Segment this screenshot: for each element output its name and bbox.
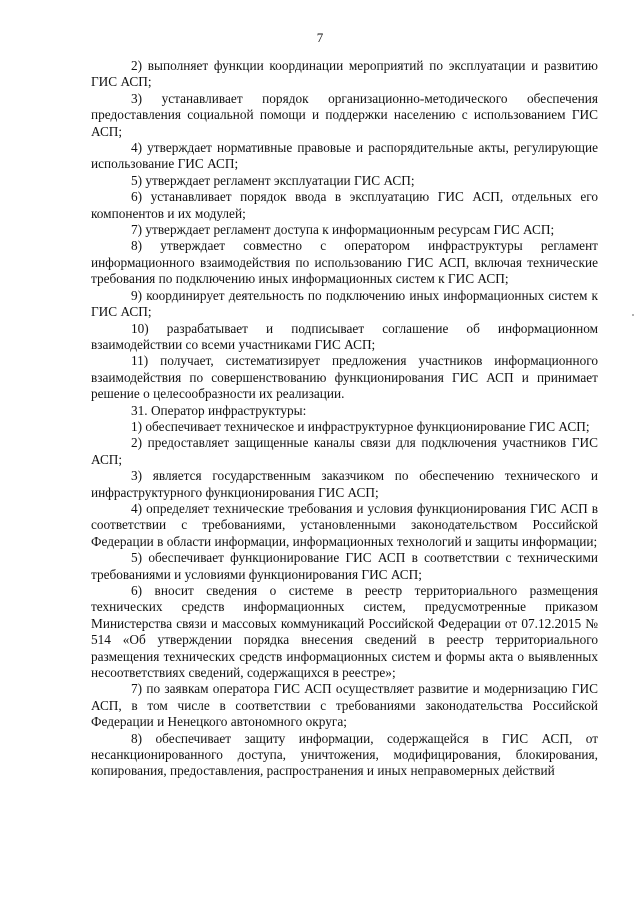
paragraph: 8) обеспечивает защиту информации, содержащейся в ГИС АСП, от несанкционированного доступа, уничтожения, модифицирования, блокирования, копирования, предоставления, распространения и иных неправомерных действий [91,730,598,779]
paragraph: 7) по заявкам оператора ГИС АСП осуществляет развитие и модернизацию ГИС АСП, в том числе в соответствии с требованиями законодательства Российской Федерации и Ненецкого автономного округа; [91,681,598,730]
paragraph: 4) утверждает нормативные правовые и распорядительные акты, регулирующие использование ГИС АСП; [91,140,598,172]
paragraph: 11) получает, систематизирует предложения участников информационного взаимодействия по совершенствованию функционирования ГИС АСП и принимает решение о целесообразности их реализации. [91,353,598,402]
paragraph: 6) вносит сведения о системе в реестр территориального размещения технических средств информационных систем, предусмотренные приказом Министерства связи и массовых коммуникаций Российской Федерации от 07.12.2015 № 514 «Об утверждении порядка внесения сведений в реестр территориального размещения технических средств информационных систем и формы акта о выявленных несоответствиях сведений, содержащихся в реестре»; [91,583,598,681]
paragraph: 2) выполняет функции координации мероприятий по эксплуатации и развитию ГИС АСП; [91,58,598,90]
paragraph: 5) утверждает регламент эксплуатации ГИС АСП; [131,172,415,188]
document-body [91,58,598,780]
paragraph: 4) определяет технические требования и условия функционирования ГИС АСП в соответствии с требованиями, установленными законодательством Российской Федерации в области информации, информационных технологий и защиты информации; [91,500,598,549]
scan-speck [632,314,634,316]
paragraph: 9) координирует деятельность по подключению иных информационных систем к ГИС АСП; [91,287,598,320]
paragraph: 10) разрабатывает и подписывает соглашение об информационном взаимодействии со всеми участниками ГИС АСП; [91,320,598,352]
paragraph: 5) обеспечивает функционирование ГИС АСП в соответствии с техническими требованиями и условиями функционирования ГИС АСП; [91,550,598,582]
section-heading: 31. Оператор инфраструктуры: [131,402,307,418]
paragraph: 6) устанавливает порядок ввода в эксплуатацию ГИС АСП, отдельных его компонентов и их модулей; [91,189,598,221]
page-number: 7 [316,30,324,45]
paragraph: 7) утверждает регламент доступа к информационным ресурсам ГИС АСП; [131,222,555,238]
paragraph: 8) утверждает совместно с оператором инфраструктуры регламент информационного взаимодействия по использованию ГИС АСП, включая технические требования по подключению иных информационных систем к ГИС АСП; [91,238,598,287]
paragraph: 1) обеспечивает техническое и инфраструктурное функционирование ГИС АСП; [131,418,590,434]
paragraph: 3) является государственным заказчиком по обеспечению технического и инфраструктурного функционирования ГИС АСП; [91,468,598,500]
paragraph: 2) предоставляет защищенные каналы связи для подключения участников ГИС АСП; [91,435,598,467]
paragraph: 3) устанавливает порядок организационно-методического обеспечения предоставления социальной помощи и поддержки населению с использованием ГИС АСП; [91,90,598,139]
